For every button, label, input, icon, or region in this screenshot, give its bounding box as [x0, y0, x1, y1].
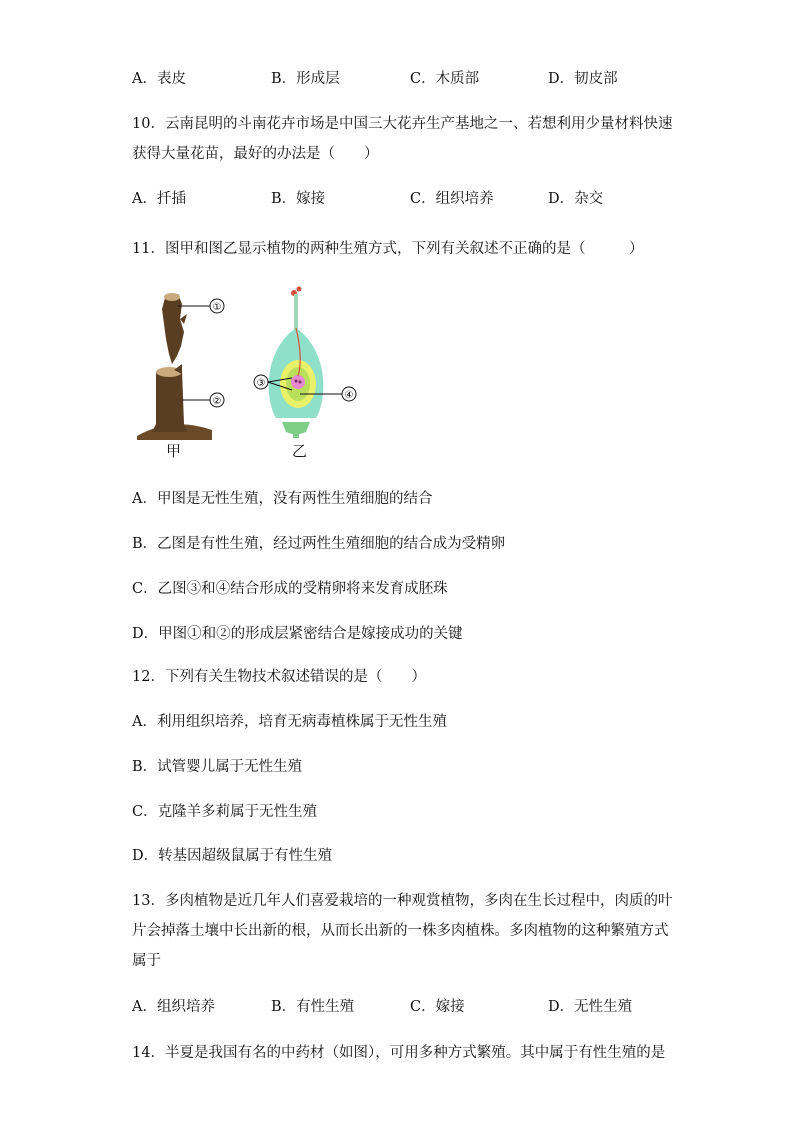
q13-option-b[interactable]: B．有性生殖 [271, 999, 355, 1015]
q10-stem-line2: 获得大量花苗，最好的办法是（ ） [132, 146, 379, 162]
figure-label-jia: 甲 [166, 442, 182, 460]
q12-option-a[interactable]: A．利用组织培养，培育无病毒植株属于无性生殖 [132, 714, 447, 730]
scion-drawing [162, 293, 187, 364]
q10-options [132, 187, 692, 207]
q13-stem-line2: 片会掉落土壤中长出新的根，从而长出新的一株多肉植株。多肉植物的这种繁殖方式 [132, 923, 669, 939]
q14-stem: 14．半夏是我国有名的中药材（如图），可用多种方式繁殖。其中属于有性生殖的是 [132, 1045, 666, 1061]
q9-option-a[interactable]: A．表皮 [132, 71, 186, 87]
marker-4: ④ [344, 390, 354, 401]
q13-option-d[interactable]: D．无性生殖 [548, 999, 633, 1015]
q11-option-d[interactable]: D．甲图①和②的形成层紧密结合是嫁接成功的关键 [132, 626, 463, 642]
marker-3: ③ [256, 378, 266, 389]
stock-drawing [137, 364, 212, 440]
q10-option-c[interactable]: C．组织培养 [410, 191, 494, 207]
q9-option-b[interactable]: B．形成层 [271, 71, 340, 87]
q13-options [132, 995, 692, 1015]
q13-option-c[interactable]: C．嫁接 [410, 999, 465, 1015]
q10-option-d[interactable]: D．杂交 [548, 191, 604, 207]
q11-option-a[interactable]: A．甲图是无性生殖，没有两性生殖细胞的结合 [132, 491, 433, 507]
q13-option-a[interactable]: A．组织培养 [132, 999, 215, 1015]
q12-option-d[interactable]: D．转基因超级鼠属于有性生殖 [132, 848, 333, 864]
q9-option-c[interactable]: C．木质部 [410, 71, 480, 87]
figure-label-yi: 乙 [292, 442, 308, 460]
marker-1: ① [212, 302, 222, 313]
q12-option-c[interactable]: C．克隆羊多莉属于无性生殖 [132, 804, 318, 820]
q11-stem: 11．图甲和图乙显示植物的两种生殖方式，下列有关叙述不正确的是（ ） [132, 241, 644, 257]
q12-stem: 12．下列有关生物技术叙述错误的是（ ） [132, 669, 426, 685]
marker-2: ② [212, 396, 222, 407]
grafting-and-ovule-illustration [132, 284, 372, 462]
q11-option-b[interactable]: B．乙图是有性生殖，经过两性生殖细胞的结合成为受精卵 [132, 536, 506, 552]
q13-stem-line1: 13．多肉植物是近几年人们喜爱栽培的一种观赏植物，多肉在生长过程中，肉质的叶 [132, 893, 673, 909]
q13-stem-line3: 属于 [132, 953, 161, 969]
q12-option-b[interactable]: B．试管婴儿属于无性生殖 [132, 759, 303, 775]
q10-stem-line1: 10．云南昆明的斗南花卉市场是中国三大花卉生产基地之一、若想利用少量材料快速 [132, 116, 673, 132]
q11-option-c[interactable]: C．乙图③和④结合形成的受精卵将来发育成胚珠 [132, 581, 448, 597]
pistil-drawing [269, 287, 324, 439]
q10-option-b[interactable]: B．嫁接 [271, 191, 326, 207]
q9-options [132, 67, 692, 87]
q10-option-a[interactable]: A．扦插 [132, 191, 186, 207]
q11-figure [132, 284, 372, 462]
q9-option-d[interactable]: D．韧皮部 [548, 71, 618, 87]
